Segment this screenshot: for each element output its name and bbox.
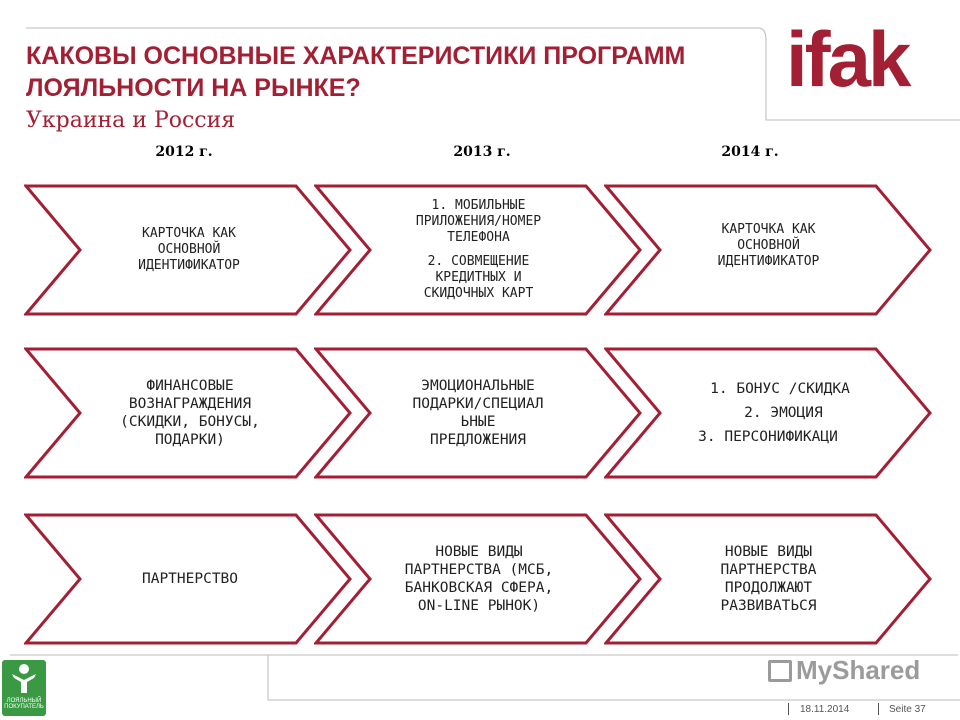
presentation-icon: [768, 660, 792, 682]
chevron-r3-2013: НОВЫЕ ВИДЫ ПАРТНЕРСТВА (МСБ, БАНКОВСКАЯ СФЕРА, ON-LINE РЫНОК): [314, 513, 644, 645]
chevron-r2-2012: ФИНАНСОВЫЕ ВОЗНАГРАЖДЕНИЯ (СКИДКИ, БОНУСЫ, ПОДАРКИ): [24, 347, 354, 479]
person-icon: [2, 660, 46, 696]
page-subtitle: Украина и Россия: [26, 108, 236, 133]
loyal-buyer-badge: ЛОЯЛЬНЫЙ ПОКУПАТЕЛЬ: [2, 660, 46, 716]
chevron-r2-2013: ЭМОЦИОНАЛЬНЫЕ ПОДАРКИ/СПЕЦИАЛ ЬНЫЕ ПРЕДЛОЖЕНИЯ: [314, 347, 644, 479]
chevron-r3-2014: НОВЫЕ ВИДЫ ПАРТНЕРСТВА ПРОДОЛЖАЮТ РАЗВИВАТЬСЯ: [604, 513, 934, 645]
chevron-r3-2012: ПАРТНЕРСТВО: [24, 513, 354, 645]
year-2012: 2012 г.: [155, 144, 213, 160]
chevron-r1-2013: 1. МОБИЛЬНЫЕ ПРИЛОЖЕНИЯ/НОМЕР ТЕЛЕФОНА 2. СОВМЕЩЕНИЕ КРЕДИТНЫХ И СКИДОЧНЫХ КАРТ: [314, 184, 644, 316]
chevron-r1-2014: КАРТОЧКА КАК ОСНОВНОЙ ИДЕНТИФИКАТОР: [604, 184, 934, 316]
year-2014: 2014 г.: [721, 144, 779, 160]
footer-page: Seite 37: [889, 704, 926, 715]
page-title: КАКОВЫ ОСНОВНЫЕ ХАРАКТЕРИСТИКИ ПРОГРАММ ЛОЯЛЬНОСТИ НА РЫНКЕ?: [26, 42, 686, 102]
footer-separator: [788, 703, 789, 715]
year-2013: 2013 г.: [453, 144, 511, 160]
footer-separator: [878, 703, 879, 715]
myshared-watermark: MyShared: [768, 655, 920, 686]
footer-date: 18.11.2014: [800, 704, 850, 715]
ifak-logo: ifak: [786, 15, 909, 103]
chevron-r2-2014: 1. БОНУС /СКИДКА 2. ЭМОЦИЯ 3. ПЕРСОНИФИКАЦИ: [604, 347, 934, 479]
chevron-r1-2012: КАРТОЧКА КАК ОСНОВНОЙ ИДЕНТИФИКАТОР: [24, 184, 354, 316]
